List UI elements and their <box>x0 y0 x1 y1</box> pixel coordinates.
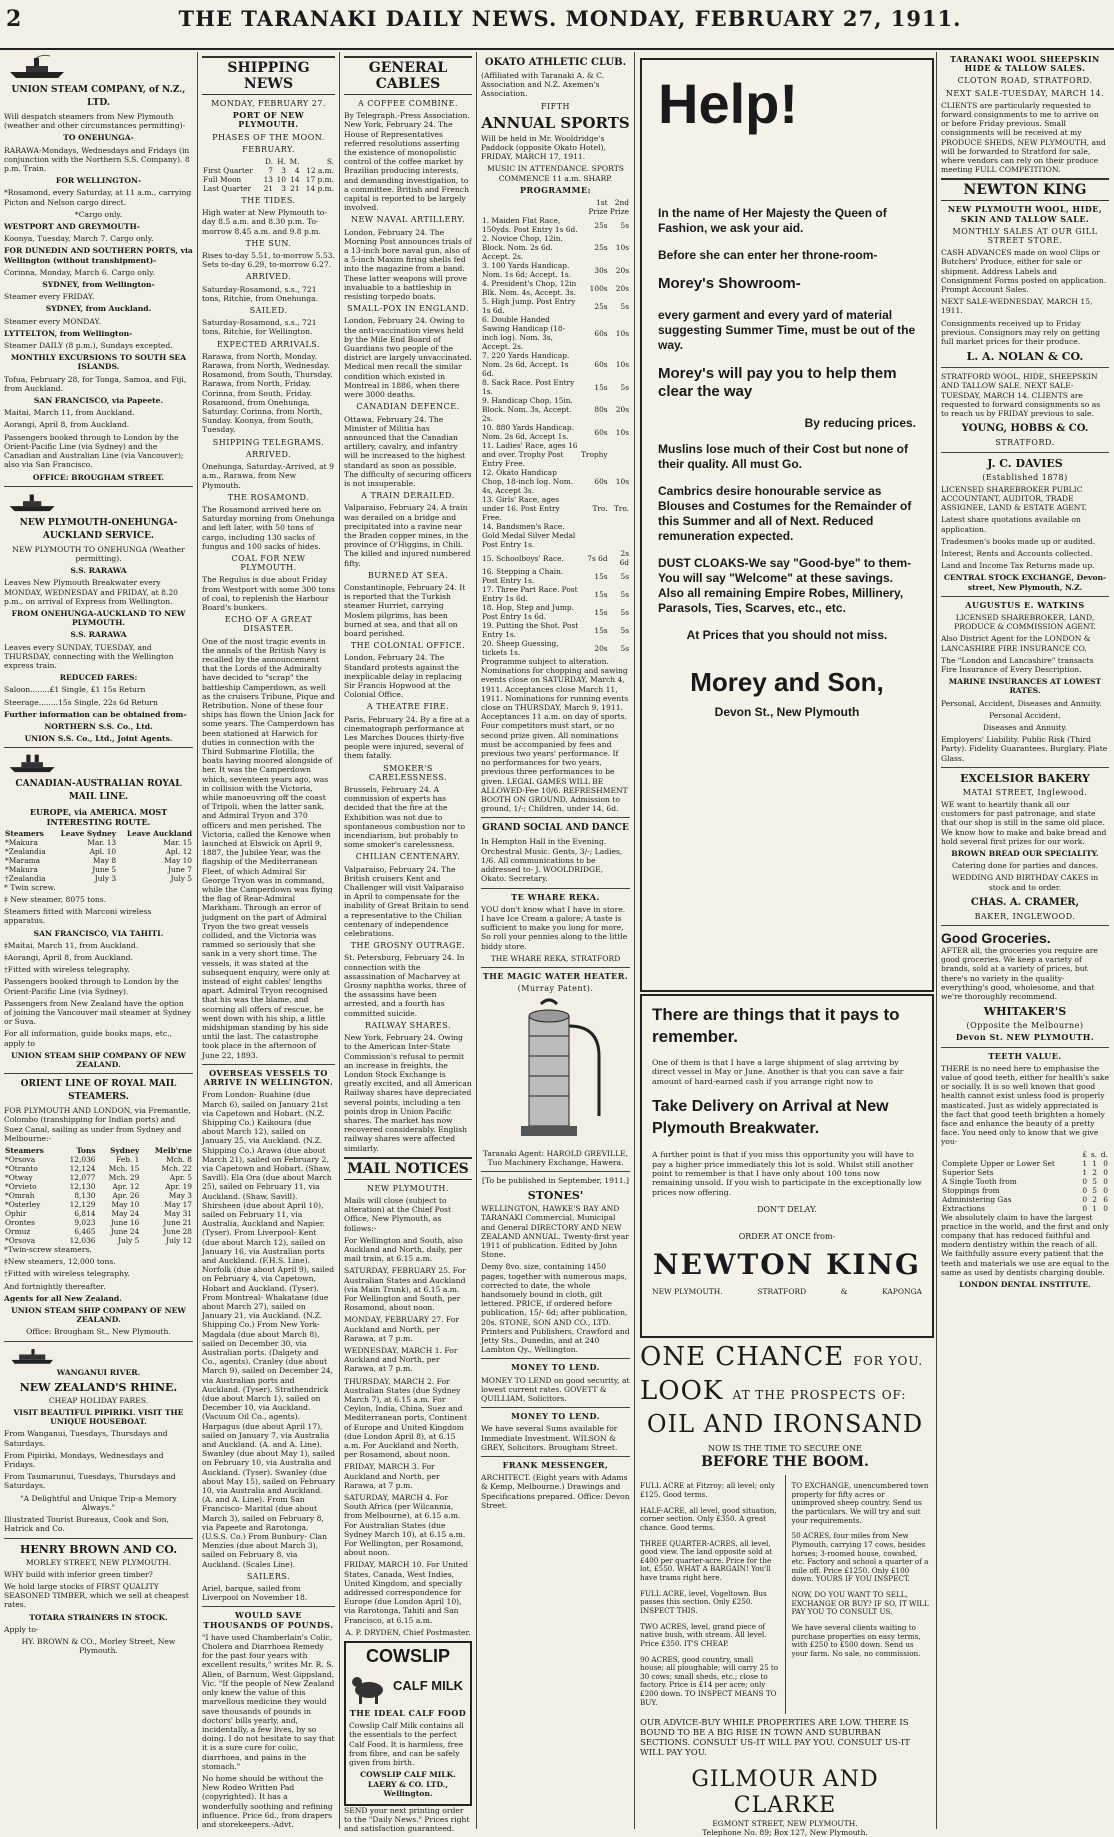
cowslip-sub: CALF MILK <box>393 1678 464 1694</box>
newton-king-name: NEWTON KING <box>653 1248 921 1282</box>
newton-king-places: NEW PLYMOUTH. STRATFORD & KAPONGA <box>652 1287 922 1297</box>
cowslip-text: Cowslip Calf Milk contains all the essentials to the perfect Calf Food. It is harmless, free from fibre, and can be safely given from birth. <box>349 1721 464 1768</box>
nolan-text: STRATFORD WOOL, HIDE, SHEEPSKIN AND TALLOW SALE. NEXT SALE-TUESDAY, MARCH 14. CLIENTS are requested to forward consignments so as to reach us by FRIDAY previous to sale. <box>941 372 1101 419</box>
help-line: At Prices that you should not miss. <box>686 628 888 642</box>
morey-showroom: Morey's Showroom- <box>658 275 801 292</box>
watkins-line: Diseases and Annuity. <box>982 722 1068 732</box>
good-groceries-heading: Good Groceries. <box>941 930 1051 947</box>
mail-item: For Wellington and South, also Auckland and North, daily, per mail train, at 6.15 a.m. <box>344 1235 463 1264</box>
rosamond-heading: THE ROSAMOND. <box>227 492 310 502</box>
whare-reka-text: YOU don't know what I have in store. I have Ice Cream a galore; A taste is sufficient to make you long for more, So roll your pennies along to the little biddy store. <box>481 904 628 951</box>
sailers-heading: SAILERS. <box>246 1571 291 1581</box>
remedy-ad-text: "I have used Chamberlain's Colic, Cholera and Diarrhoea Remedy for the past four years with excellent results," writes Mr. R. S. Allen, of Barnum, West Gippsland, Vic. "If the people of New Zealand only knew the value of this marvellous medicine they would save thousands of pounds in doctors' bills yearly, and, incidentally, a few lives, by so doing. I do not hesitate to say that it is a sure cure for colic, diarrhoea, and pains in the stomach." <box>202 1632 335 1771</box>
canadian-sailings-table: Steamers Leave Sydney Leave Auckland *Makura Mar. 13 Mar. 15 *Zealandia Apl. 10 Apl. 12 *Marama May 8 May 10 *Makura June 5 June 7 †Zealandia July 3 July 5 <box>5 828 192 883</box>
general-cables-heading: GENERAL CABLES <box>344 56 472 95</box>
sports-intro: Will be held in Mr. Wooldridge's Paddock (opposite Okato Hotel), FRIDAY, MARCH 17, 1911. <box>481 133 606 162</box>
cable-item: THE GROSNY OUTRAGE. St. Petersburg, February 24. In connection with the assassination of Macharvey at Grosny naphtha works, three of the assassins have been arrested, and a fourth has committed suicide. <box>344 941 467 1018</box>
young-hobbs-sub: STRATFORD. <box>995 438 1055 448</box>
programme-heading: PROGRAMME: <box>519 184 592 195</box>
davies-service: Land and Income Tax Returns made up. <box>941 561 1095 571</box>
mail-item: THURSDAY, MARCH 2. For Australian States (due Sydney March 7), at 6.15 a.m. For Ceylon, India, China, Suez and Mediterranean ports, Continent of Europe and United Kingdom (due London April 8), at 6.15 a.m. For Auckland and North, per Rosamond, about noon. <box>344 1376 468 1460</box>
newton-king-text: CASH ADVANCES made on wool Clips or Butchers' Produce, either for sale or shipment. Address Labels and Consignment Forms posted on application. Prompt Account Sales. <box>941 248 1107 295</box>
nolan-heading: L. A. NOLAN & CO. <box>966 350 1084 364</box>
cable-item: A COFFEE COMBINE. By Telegraph.-Press Association. New York, February 24. The House of Representatives referred resolutions asserting the existence of monopolistic control of the coffee market by Brazilian producing interests, and demanding investigation, to a committee. British and French capital is reported to be largely involved. <box>344 99 470 213</box>
column-sports-ads <box>481 52 630 1831</box>
overseas-text: From London- Ruahine (due March 6), sailed on January 21st via Capetown and Hobart. (N.Z. Shipping Co.) Kaikoura (due about March 12), sailed on January 25, via Auckland. (N.Z. Shipping Co.) Arawa (due about March 21), sailed on February 2, via Capetown and Hobart. (Shaw, Savill). Ela Ora (due about March 25), sailed on February 11, via Auckland. (Shaw, Savill). Shirsheen (due about April 10), sailed on February 11, via Australia, Auckland and Napier. (Tyser). From Liverpool- Kent (due about March 12), sailed on January 16, via Australian ports and Auckland. (F.H.S. Line). Norfolk (due about April 9), sailed on February 4, via Capetown, Hobart and Auckland. (Tyser). From Montreal- Whakatane (due about March 27), sailed on January 21, via Auckland. (N.Z. Shipping Co.) From New York- Magdala (due about March 8), sailed on December 30, via Australian ports. (Dalgety and Co., agents). Cranley (due about March 9), sailed on December 24, via Australian ports and Auckland. (Tyser). Strathendrick (due about March 1), sailed on December 10, via Auckland. (Vacuum Oil Co., agents). Harpagus (due about April 17), sailed on January 7, via Australia and Auckland. (A. and A. Line). Swanley (due about May 1), sailed on February 10, via Australia and Auckland. (Tyser). Swanley (due about May 15), sailed on February 10, via Australia and Auckland. (A. and A. Line). From San Francisco- Marital (due about March 3), sailed on February 8, via Papeete and Rarotonga. (U.S.S. Co.) From Bunbury- Clan Menzies (due about March 3), sailed on February 8, via Auckland. (Scales Line). <box>202 1090 335 1569</box>
column-rule <box>339 52 340 1829</box>
good-groceries-text: AFTER all, the groceries you require are good groceries. We keep a variety of brands, sold at a variety of prices, but there's no variety in the quality-everything's good, wholesome, and that we're thoroughly recommend. <box>941 946 1098 1002</box>
mail-intro: Mails will close (subject to alteration) at the Chief Post Office, New Plymouth, as follows:- <box>344 1195 451 1233</box>
column-rule <box>634 52 635 1829</box>
union-steam-body: Will despatch steamers from New Plymouth (weather and other circumstances permitting)- TO ONEHUNGA- RARAWA-Mondays, Wednesdays and Fridays (in conjunction with the Northern S.S. Company). 8 p.m. Train. FOR WELLINGTON- *Rosamond, every Saturday, at 11 a.m., carrying Picton and Nelson cargo direct. *Cargo only. WESTPORT AND GREYMOUTH- Koonya, Tuesday, March 7. Cargo only. FOR DUNEDIN AND SOUTHERN PORTS, via Wellington (without transhipment)- Corinna, Monday, March 6. Cargo only. SYDNEY, from Wellington- Steamer every FRIDAY. SYDNEY, from Auckland. Steamer every MONDAY. LYTTELTON, from Wellington- Steamer DAILY (8 p.m.), Sundays excepted. MONTHLY EXCURSIONS TO SOUTH SEA ISLANDS. Tofua, February 28, for Tonga, Samoa, and Fiji, from Auckland. SAN FRANCISCO, via Papeete. Maitai, March 11, from Auckland. Aorangi, April 8, from Auckland. Passengers booked through to London by the Orient-Pacific Line (via Sydney) and the Canadian and Australian Line (via Vancouver); also via San Francisco. OFFICE: BROUGHAM STREET. <box>4 112 193 482</box>
echo-heading: ECHO OF A GREAT DISASTER. <box>224 615 313 634</box>
mail-item: FRIDAY, MARCH 3. For Auckland and North, per Rarawa, at 7 p.m. <box>344 1462 440 1490</box>
arrived-text: Saturday-Rosamond, s.s., 721 tons, Ritchie, from Onehunga. <box>202 284 319 303</box>
social-heading: GRAND SOCIAL AND DANCE <box>482 823 629 834</box>
column-shipping-ads <box>4 52 193 1831</box>
sun-heading: THE SUN. <box>245 238 292 248</box>
cable-item: THE COLONIAL OFFICE. London, February 24. The Standard protests against the inexplicable delay in replacing Sir Francis Hopwood at the Colonial Office. <box>344 641 466 700</box>
listing-left: FULL ACRE at Fitzroy; all level; only £125. Good terms. HALF-ACRE, all level, good situation, corner section. Only £350. A great chance. Good terms. THREE QUARTER-ACRES, all level, good view. The land opposite sold at £400 per quarter-acre. Price for the lot, £550. WHAT A BARGAIN! You'll have trams right here. FULL ACRE, level, Vogeltown. Bus passes this section. Only £250. INSPECT THIS. TWO ACRES, level, grand piece of native bush, with stream. All level. Price £350. IT'S CHEAP. 90 ACRES, good country, small house; all ploughable; will carry 25 to 30 cows; small sheds, etc.; close to factory. Price is £14 per acre; only £200 down. TO INSPECT MEANS TO BUY. <box>640 1481 779 1707</box>
money-lend-text: MONEY TO LEND on good security, at lowest current rates. GOVETT & QUILLIAM, Solicitors. <box>481 1375 630 1403</box>
sun-text: Rises to-day 5.51, to-morrow 5.53. Sets to-day 6.29, to-morrow 6.27. <box>202 251 335 270</box>
things-heading: There are things that it pays to remember. <box>652 1005 900 1046</box>
help-lead: In the name of Her Majesty the Queen of Fashion, we ask your aid. <box>658 206 887 235</box>
whare-reka-title: TE WHARE REKA. <box>511 891 600 902</box>
bakery-text: WE want to heartily thank all our customers for past patronage, and state that our shop is still in the same old place. We know how to make and bake bread and hold several first prizes for our work. <box>941 799 1107 846</box>
help-line: DUST CLOAKS-We say "Good-bye" to them-You will say "Welcome" at these savings. Also all remaining Empire Robes, Millinery, Parasols, Ties, Scarves, etc., etc. <box>658 556 912 615</box>
teeth-value-text: THERE is no need here to emphasise the value of good teeth, either for health's sake or socially. It is so well known that good health cannot exist unless food is properly masticated. Just as widely appreciated is the fact that good teeth brighten a homely face and enhance the beauty of a pretty face. You need only to know that we give you- <box>941 1063 1109 1147</box>
help-line: Muslins lose much of their Cost but none of their quality. All must Go. <box>658 442 909 471</box>
wanganui-body: CHEAP HOLIDAY FARES. VISIT BEAUTIFUL PIPIRIKI. VISIT THE UNIQUE HOUSEBOAT. From Wanganui, Tuesdays, Thursdays and Saturdays. From Pipiriki, Mondays, Wednesdays and Fridays. From Taumarunui, Tuesdays, Thursdays and Saturdays. "A Delightful and Unique Trip-a Memory Always." Illustrated Tourist Bureaux, Cook and Son, Hatrick and Co. <box>4 1395 184 1534</box>
overseas-heading: OVERSEAS VESSELS TO ARRIVE IN WELLINGTON. <box>203 1067 334 1088</box>
cable-item: A TRAIN DERAILED. Valparaiso, February 24. A train was derailed on a bridge and precipitated into a ravine near the Braden copper mines, in the province of O'Higgins, in Chili. The killed and injured numbered fifty. <box>344 491 471 568</box>
whitakers-sub: (Opposite the Melbourne) <box>966 1021 1084 1031</box>
orient-line-title: ORIENT LINE OF ROYAL MAIL STEAMERS. <box>20 1079 177 1103</box>
morey-help-ad <box>640 58 934 992</box>
stones-text: WELLINGTON, HAWKE'S BAY AND TARANAKI Commercial, Municipal and General DIRECTORY AND NEW ZEALAND ANNUAL. Twenty-first year 1911 of publication. Edited by John Stone. <box>481 1204 629 1260</box>
help-line: Cambrics desire honourable service as Blouses and Costumes for the Remainder of this Summer and all of Next. Reduced remuneration expected. <box>658 484 912 543</box>
money-lend-heading-2: MONEY TO LEND. <box>511 1411 600 1422</box>
newton-king-slag-ad <box>640 994 934 1338</box>
telegrams-text: Onehunga, Saturday.-Arrived, at 9 a.m., Rarawa, from New Plymouth. <box>202 462 334 490</box>
orient-sailings-table: Steamers Tons Sydney Melb'rne *Orsova 12,036 Feb. 1 Mch. 8 *Otranto 12,124 Mch. 15 Mch. 22 *Otway 12,077 Mch. 29 Apr. 5 *Orvieto 12,130 Apr. 12 Apr. 19 *Omrah 8,130 Apr. 26 May 3 *Osterley 12,129 May 10 May 17 Ophir 6,814 May 24 May 31 Orontes 9,023 June 16 June 21 Ormuz 6,465 June 24 June 28 *Orsova 12,036 July 5 July 12 <box>5 1146 192 1246</box>
remedy-ad-heading: WOULD SAVE THOUSANDS OF POUNDS. <box>203 1610 334 1630</box>
newton-king-next: NEXT SALE-WEDNESDAY, MARCH 15, 1911. <box>941 297 1093 316</box>
bakery-heading: EXCELSIOR BAKERY <box>960 771 1090 785</box>
things-text: One of them is that I have a large shipment of slag arriving by direct vessel in May or June. Another is that you can save a fair amount of hard-earned cash if you arrange right now to <box>652 1058 904 1086</box>
orient-line-body: *Twin-screw steamers. ‡New steamers, 12,000 tons. †Fitted with wireless telegraphy. And fortnightly thereafter. Agents for all New Zealand. UNION STEAM SHIP COMPANY OF NEW ZEALAND. Office: Brougham St., New Plymouth. <box>4 1245 186 1337</box>
canadian-line-body: * Twin screw. ‡ New steamer, 8075 tons. Steamers fitted with Marconi wireless apparatus. SAN FRANCISCO, VIA TAHITI. ‡Maitai, March 11, from Auckland. ‡Aorangi, April 8, from Auckland. †Fitted with wireless telegraphy. Passengers booked through to London by the Orient-Pacific Line (via Sydney). Passengers from New Zealand have the option of joining the Vancouver mail steamer at Sydney or Suva. For all information, guide books maps, etc., apply to UNION STEAM SHIP COMPANY OF NEW ZEALAND. <box>4 882 191 1070</box>
wanganui-river-title: WANGANUI RIVER. <box>56 1367 141 1377</box>
wool-next-sale: NEXT SALE-TUESDAY, MARCH 14. <box>945 88 1105 98</box>
dental-institute: LONDON DENTAL INSTITUTE. <box>959 1280 1091 1290</box>
onehunga-service-body: NEW PLYMOUTH TO ONEHUNGA (Weather permitting). S.S. RARAWA Leaves New Plymouth Breakwater every MONDAY, WEDNESDAY and FRIDAY, at 8.20 p.m., on arrival of Express from Wellington. FROM ONEHUNGA-AUCKLAND TO NEW PLYMOUTH. S.S. RARAWA Leaves every SUNDAY, TUESDAY, and THURSDAY, connecting with the Wellington express train. REDUCED FARES: Saloon........£1 Single, £1 15s Return Steerage........15s Single, 22s 6d Return Further information can be obtained from- NORTHERN S.S. Co., Ltd. UNION S.S. Co., Ltd., Joint Agents. <box>4 544 187 744</box>
moon-month: FEBRUARY. <box>242 144 295 154</box>
teeth-value-heading: TEETH VALUE. <box>988 1050 1062 1061</box>
column-general-cables <box>344 52 472 1834</box>
dental-prices-table: £ s. d. Complete Upper or Lower Set 1 1 0 Superior Sets 1 2 0 A Single Tooth from 0 5 0 Stoppings from 0 5 0 Administering Gas 0 2 6 Extractions 0 1 0 <box>942 1149 1108 1213</box>
mail-item: MONDAY, FEBRUARY 27. For Auckland and North, per Rarawa, at 7 p.m. <box>344 1315 459 1343</box>
one-chance-line: ONE CHANCE FOR YOU. <box>640 1342 924 1372</box>
tides-text: High water at New Plymouth to-day 8.5 a.m. and 8.30 p.m. To-morrow 8.45 a.m. and 9.8 p.m. <box>202 208 327 236</box>
water-heater-agent: Taranaki Agent: HAROLD GREVILLE, Tuo Machinery Exchange, Hawera. <box>482 1148 629 1167</box>
telegrams-heading: SHIPPING TELEGRAMS. <box>212 437 325 447</box>
canadian-line-sub: EUROPE, via AMERICA. MOST INTERESTING ROUTE. <box>29 807 168 827</box>
mail-signature: A. P. DRYDEN, Chief Postmaster. <box>345 1627 471 1637</box>
bakery-sub: MATAI STREET, Inglewood. <box>962 787 1088 797</box>
arrived-heading: ARRIVED. <box>245 272 292 282</box>
gilmour-clarke-name: GILMOUR AND CLARKE <box>691 1766 879 1818</box>
wool-sales-text: CLIENTS are particularly requested to forward consignments to me to arrive on or before Friday previous. Small consignments will be received at my PRODUCE SHEDS, NEW PLYMOUTH, and will be forwarded to Stratford for sale, where vendors can rely on their produce meeting FULL COMPETITION. <box>941 100 1106 175</box>
water-heater-title: THE MAGIC WATER HEATER. <box>482 970 629 981</box>
union-steam-title: UNION STEAM COMPANY, of N.Z., LTD. <box>11 85 186 108</box>
mail-sub: NEW PLYMOUTH. <box>367 1183 449 1193</box>
social-text: In Hempton Hall in the Evening. Orchestral Music. Gents, 3/-; Ladies, 1/6. All communications to be addressed to- J. WOOLDRIDGE, Okato. Secretary. <box>481 837 623 884</box>
canadian-line-title: CANADIAN-AUSTRALIAN ROYAL MAIL LINE. <box>15 779 182 803</box>
mail-item: FRIDAY, MARCH 10. For United States, Canada, West Indies, United Kingdom, and specially addressed correspondence for Europe (due London April 10), via Rarotonga, Tahiti and San Francisco, at 6.15 a.m. <box>344 1560 469 1625</box>
morey-and-son: Morey and Son, <box>690 667 884 697</box>
steamship-icon <box>8 491 58 513</box>
cable-item: A THEATRE FIRE. Paris, February 24. By a fire at a cinematograph performance at Les Marches Douces thirty-five people were injured, several of them fatally. <box>344 702 470 761</box>
delivery-heading: Take Delivery on Arrival at New Plymouth Breakwater. <box>652 1098 889 1138</box>
cable-item: NEW NAVAL ARTILLERY. London, February 24. The Morning Post announces trials of a 13-inch bore naval gun, also of a 5-inch Maxim firing shells fed into the magazine from a band. These latter weapons will prove invaluable to a battleship in resisting torpedo boats. <box>344 215 472 302</box>
onehunga-service-title: NEW PLYMOUTH-ONEHUNGA-AUCKLAND SERVICE. <box>19 517 178 541</box>
page-number: 2 <box>6 6 22 32</box>
delivery-text: A further point is that if you miss this opportunity you will have to pay a higher price immediately this lot is sold. Whilst still another point to remember is that I have only about 100 tons now remaining unsold. If you wish to participate in the exceptionally low prices now offering. <box>652 1150 922 1197</box>
watkins-line: Personal, Accident, Diseases and Annuity. <box>941 698 1102 708</box>
sailed-text: Saturday-Rosamond, s.s., 721 tons, Ritchie, for Wellington. <box>202 318 317 337</box>
davies-service: Interest, Rents and Accounts collected. <box>941 548 1093 558</box>
davies-service: Latest share quotations available on application. <box>941 515 1081 534</box>
davies-service: Tradesmen's books made up or audited. <box>941 536 1096 546</box>
bakery-catering: Catering done for parties and dances. <box>951 861 1099 871</box>
cable-item: CANADIAN DEFENCE. Ottawa, February 24. The Minister of Militia has announced that the Canadian artillery, cavalry, and infantry will be increased to the highest standard as soon as possible. The difficulty of securing officers is not insuperable. <box>344 402 472 488</box>
programme-table: 1st 2nd Prize Prize 1. Maiden Flat Race, 150yds. Post Entry 1s 6d. 25s 5s 2. Novice Chop, 12in. Block. Nom. 2s 6d. Accept. 2s. 25s 10s 3. 100 Yards Handicap. Nom. 1s 6d; Accept. 1s. 30s 20s 4. President's Chop, 12in Blk. Nom. 4s, Accept. 3s. 100s 20s 5. High Jump. Post Entry 1s 6d. 25s 5s 6. Double Handed Sawing Handicap (18-inch log). Nom. 3s, Accept. 2s. 60s 10s 7. 220 Yards Handicap. Nom. 2s 6d, Accept. 1s 6d. 60s 10s 8. Sack Race. Post Entry 1s. 15s 5s 9. Handicap Chop, 15in. Block. Nom. 3s, Accept. 2s. 80s 20s 10. 880 Yards Handicap. Nom. 2s 6d, Accept 1s. 60s 10s 11. Ladies' Race, ages 16 and over. Trophy Post Entry Free. Trophy 12. Okato Handicap Chop, 18-inch log. Nom. 4s, Accept 3s. 60s 10s 13. Girls' Race, ages under 16. Post Entry Free. Tro. Tro. 14. Bandsmen's Race. Gold Medal Silver Medal Post Entry 1s. 15. Schoolboys' Race. 7s 6d 2s 6d 16. Stepping a Chain. Post Entry 1s. 15s 5s 17. Three Part Race. Post Entry 1s 6d. 15s 5s 18. Hop, Step and Jump. Post Entry 1s 6d. 15s 5s 19. Putting the Shot. Post Entry 1s. 15s 5s 20. Sheep Guessing, tickets 1s. 20s 5s <box>482 198 629 658</box>
listing-right: TO EXCHANGE, unencumbered town property for fifty acres or unimproved sheep country. Send us the particulars. We will try and suit your requirements. 50 ACRES, four miles from New Plymouth, carrying 17 cows, besides horses; 3-roomed house, cowshed, etc. Factory and school a quarter of a mile off. Price £1250. Only £100 down. YOURS IF YOU INSPECT. NOW, DO YOU WANT TO SELL, EXCHANGE OR BUY? IF SO, IT WILL PAY YOU TO CONSULT US. We have several clients waiting to purchase properties on easy terms, with £250 to £500 down. Send us your farm. No sale, no commission. <box>791 1481 929 1658</box>
help-line: every garment and every yard of material suggesting Summer Time, must be out of the way. <box>658 308 916 352</box>
watkins-line: Also District Agent for the LONDON & LANCASHIRE FIRE INSURANCE CO. <box>941 634 1091 653</box>
gilmour-clarke-address: EGMONT STREET, NEW PLYMOUTH. <box>712 1818 858 1828</box>
gilmour-clarke-ad <box>640 1342 930 1837</box>
watkins-text: LICENSED SHAREBROKER, LAND, PRODUCE & COMMISSION AGENT. <box>954 612 1096 632</box>
orient-line-sub: FOR PLYMOUTH AND LONDON, via Fremantle, Colombo (transhipping for Indian ports) and Suez Canal, sailing as under from Sydney and Melbourne:- <box>4 1106 191 1143</box>
davies-foot: CENTRAL STOCK EXCHANGE, Devon-street, New Plymouth, N.Z. <box>943 573 1107 592</box>
fifth-label: FIFTH <box>540 101 571 111</box>
calf-icon <box>349 1666 389 1706</box>
money-lend-heading: MONEY TO LEND. <box>511 1362 600 1373</box>
newton-king-heading: NEWTON KING <box>941 178 1109 201</box>
architect-heading: FRANK MESSENGER, <box>502 1460 609 1471</box>
mail-item: SATURDAY, FEBRUARY 25. For Australian States and Auckland (via Main Trunk), at 6.15 a.m. For Wellington and South, per Rosamond, about noon. <box>344 1266 466 1313</box>
help-line: Morey's will pay you to help them clear the way <box>658 365 897 400</box>
before-the-boom: BEFORE THE BOOM. <box>701 1454 869 1470</box>
oil-ironsand: OIL AND IRONSAND <box>646 1410 924 1438</box>
watkins-line: MARINE INSURANCES AT LOWEST RATES. <box>948 677 1102 696</box>
cowslip-foot: COWSLIP CALF MILK. LAERY & CO. LTD., Wellington. <box>360 1770 456 1798</box>
money-lend-text-2: We have several Sums available for Immediate Investment. WILSON & GREY, Solicitors. Brougham Street. <box>481 1424 618 1452</box>
okato-club-sub: (Affiliated with Taranaki A. & C. Association and N.Z. Axemen's Association. <box>481 71 605 99</box>
help-headline: Help! <box>658 72 798 135</box>
now-is-the-time: NOW IS THE TIME TO SECURE ONE <box>708 1444 862 1453</box>
watkins-line: The "London and Lancashire" transacts Fire Insurance of Every Description. <box>941 655 1094 674</box>
telegrams-arrived: ARRIVED. <box>245 449 292 459</box>
wool-sales-address: CLOTON ROAD, STRATFORD. <box>957 76 1093 86</box>
whare-reka-sign: THE WHARE REKA, STRATFORD <box>490 953 621 963</box>
order-at-once: ORDER AT ONCE from- <box>738 1232 836 1242</box>
stones-title: STONES' <box>527 1189 584 1203</box>
okato-club-title: OKATO ATHLETIC CLUB. <box>484 57 627 68</box>
directory-note: [To be published in September, 1911.] <box>482 1175 629 1185</box>
cowslip-brand: COWSLIP <box>366 1646 450 1667</box>
column-shipping-news <box>202 52 335 1831</box>
column-rule <box>476 52 477 1829</box>
printing-note: SEND your next printing order to the "Daily News." Prices right and satisfaction guaranteed. <box>344 1805 470 1834</box>
tides-heading: THE TIDES. <box>241 196 296 206</box>
mail-item: WEDNESDAY, MARCH 1. For Auckland and North, per Rarawa, at 7 p.m. <box>344 1345 458 1374</box>
programme-notes: Programme subject to alteration. Nominations for chopping and sawing events close on SATURDAY, March 4, 1911. Acceptances close March 11, 1911. Nominations for running events close on THURSDAY, March 9, 1911. Acceptances 11 a.m. on day of sports. Four competitors must start, or no second prize given. All nominations must be accompanied by fees and previous two years' performance. If no performances for two years, previous three performances to be given. LEGAL GAMES WILL BE ALLOWED-Fee 10/6. REFRESHMENT BOOTH ON GROUND. Admission to ground, 1/-; Children, under 14, 6d. <box>481 657 629 814</box>
bakery-cakes: WEDDING AND BIRTHDAY CAKES in stock and to order. <box>951 873 1099 892</box>
shipping-news-heading: SHIPPING NEWS <box>202 56 335 95</box>
bakery-brown-bread: BROWN BREAD OUR SPECIALITY. <box>951 849 1099 858</box>
teeth-value-foot: We absolutely claim to have the largest practice in the world, and the first and only company that has reduced faithful and modern dentistry within the reach of all. We faithfully assure every patient that the teeth and materials we use are equal to the same as used by dentists charging double. <box>941 1212 1109 1277</box>
steamship-icon <box>8 54 68 80</box>
annual-sports-title: ANNUAL SPORTS <box>481 113 630 132</box>
young-hobbs-heading: YOUNG, HOBBS & CO. <box>961 423 1089 435</box>
henry-brown-body: MORLEY STREET, NEW PLYMOUTH. WHY build with inferior green timber? We hold large stocks of FIRST QUALITY SEASONED TIMBER, which we sell at cheapest rates. TOTARA STRAINERS IN STOCK. Apply to- HY. BROWN & CO., Morley Street, New Plymouth. <box>4 1557 189 1656</box>
wanganui-rhine-head: NEW ZEALAND'S RHINE. <box>19 1380 178 1394</box>
cable-item: SMALL-POX IN ENGLAND. London, February 24. Owing to the anti-vaccination views held by the Mile End Board of Guardians two people of the district are largely unvaccinated. Medical men recall the similar condition which existed in Montreal in 1886, when there were 3000 deaths. <box>344 304 472 400</box>
steamship-icon <box>8 752 58 774</box>
help-line: By reducing prices. <box>804 416 916 430</box>
column-rule <box>197 52 198 1829</box>
newton-king-more: Consignments received up to Friday previous. Consignors may rely on getting full market prices for their produce. <box>941 318 1100 347</box>
moon-phases-table: D. H. M. S. First Quarter 7 3 4 12 a.m. Full Moon 13 10 14 17 p.m. Last Quarter 21 3 21 14 p.m. <box>203 157 334 194</box>
morey-address: Devon St., New Plymouth <box>714 705 860 719</box>
dont-delay: DON'T DELAY. <box>757 1205 817 1215</box>
riverboat-icon <box>8 1346 58 1366</box>
watkins-heading: AUGUSTUS E. WATKINS <box>965 599 1085 610</box>
watkins-line: Personal Accident. <box>989 710 1061 720</box>
cable-item: CHILIAN CENTENARY. Valparaiso, February 24. The British cruisers Kent and Challenger will visit Valparaiso in April to compensate for the inability of Great Britain to send a representative to the Chilian centenary of independence celebrations. <box>344 852 469 939</box>
gilmour-clarke-telephone: Telephone No. 89; Box 127, New Plymouth. <box>702 1827 868 1837</box>
rosamond-text: The Rosamond arrived here on Saturday morning from Onehunga and left later, with 50 tons of cargo, including 130 sacks of fungus and 100 sacks of hides. <box>202 504 335 551</box>
remedy-ad-foot: No home should be without the New Rodeo Written Pad (copyrighted). It has a wonderfully soothing and refining influence. Price 6d., from drapers and storekeepers.-Advt. <box>202 1773 333 1829</box>
cable-item: SMOKER'S CARELESSNESS. Brussels, February 24. A commission of experts has decided that the fire at the Exhibition was not due to spontaneous combustion nor to incendiarism, but probably to some smoker's carelessness. <box>344 763 466 850</box>
henry-brown-title: HENRY BROWN AND CO. <box>19 1542 178 1556</box>
our-advice: OUR ADVICE-BUY WHILE PROPERTIES ARE LOW. THERE IS BOUND TO BE A BIG RISE IN TOWN AND SUBURBAN SECTIONS. CONSULT US-IT WILL PAY YOU. CONSULT US-IT WILL PAY YOU. <box>640 1718 910 1759</box>
masthead <box>0 0 1114 50</box>
coal-text: The Regulus is due about Friday from Westport with some 300 tons of coal, to replenish the Harbour Board's bunkers. <box>202 575 335 612</box>
echo-text: One of the most tragic events in the annals of the British Navy is recalled by the announcement that the Lords of the Admiralty have decided to "scrap" the battleship Camperdown, as well as the cruisers Tribune, Pique and Retribution. None of these four ships has flown the Union Jack for some years. The Camperdown has been stationed at Harwich for duties in connection with the Third Submarine Flotilla, the boats having moored alongside of her. It was the Camperdown which, seventeen years ago, was in collision with the Victoria, while manoeuvring off the coast of Tripoli, when the latter sank, and Admiral Tryon and 370 officers and men perished. The Victoria, called the Kenowe when launched at Elswick on April 9, 1887, the Jubilee Year, was the flagship of the Mediterranean Fleet, of which Admiral Sir George Tryon was in command, while the Camperdown was flying the flag of Rear-Admiral Markham. Through an error of judgment on the part of Admiral Tryon the two great vessels collided, and the Victoria was rammed so seriously that she sank in a very short time. The vessels, it was stated at the subsequent enquiry, were only at instead of eight cables' lengths apart. Admiral Tryon recognised that his was the blame, and scorning all offers of rescue, he went down with his ship, a little midshipman standing by his side until the last. The catastrophe took place in the afternoon of June 22, 1893. <box>202 636 335 1060</box>
davies-text: LICENSED SHAREBROKER PUBLIC ACCOUNTANT, AUDITOR, TRADE ASSIGNEE, LAND & ESTATE AGENT. <box>941 484 1087 513</box>
newton-king-monthly: MONTHLY SALES AT OUR GILL STREET STORE. <box>952 226 1098 246</box>
cramer-heading: CHAS. A. CRAMER, <box>970 896 1080 908</box>
davies-heading: J. C. DAVIES <box>987 456 1063 470</box>
newspaper-title: THE TARANAKI DAILY NEWS. MONDAY, FEBRUARY 27, 1911. <box>178 6 962 31</box>
sports-music: MUSIC IN ATTENDANCE. SPORTS COMMENCE 11 a.m. SHARP. <box>487 164 624 183</box>
water-heater-sub: (Murray Patent). <box>517 984 594 994</box>
column-rule <box>936 52 937 1829</box>
stones-more: Demy 8vo. size, containing 1450 pages, together with numerous maps, corrected to date, the whole handsomely bound in cloth, gilt lettered. PRICE, if ordered before publication, 15/- 6d; after publication, 20s. STONE, SON AND CO., LTD. Printers and Publishers, Crawford and Jetty Sts., Dunedin, and at 240 Lambton Qy., Wellington. <box>481 1262 630 1355</box>
cowslip-tagline: THE IDEAL CALF FOOD <box>349 1708 467 1719</box>
moon-heading: PHASES OF THE MOON. <box>212 132 325 142</box>
sailed-heading: SAILED. <box>249 306 288 316</box>
cable-item: RAILWAY SHARES. New York, February 24. Owing to the American Inter-State Commission's refusal to permit an increase in freights, the London Stock Exchange is greatly excited, and all American Railway shares have depreciated several points, including a ten points drop in Union Pacific shares. The market has now recovered considerably. English railway shares were affected similarly. <box>344 1020 472 1153</box>
expected-text: Rarawa, from North, Monday. Rarawa, from North, Wednesday. Rosamond, from South, Thursday. Rarawa, from North, Friday. Corinna, from South, Friday. Rosamond, from Onehunga, Saturday. Corinna, from North, Sunday. Koonya, from South, Tuesday. <box>202 351 333 435</box>
port-heading: PORT OF NEW PLYMOUTH. <box>232 110 305 130</box>
expected-heading: EXPECTED ARRIVALS. <box>216 339 321 349</box>
sailers-text: Ariel, barque, sailed from Liverpool on November 18. <box>202 1584 308 1603</box>
column-business-ads <box>941 52 1109 1831</box>
cable-item: BURNED AT SEA. Constantinople, February 24. It is reported that the Turkish steamer Hurriet, carrying Moslem pilgrims, has been burned at sea, and that all on board perished. <box>344 570 466 638</box>
wool-sales-heading: TARANAKI WOOL SHEEPSKIN HIDE & TALLOW SALES. <box>950 54 1100 74</box>
whitakers-address: Devon St. NEW PLYMOUTH. <box>955 1032 1095 1043</box>
cramer-sub: BAKER, INGLEWOOD. <box>974 911 1076 921</box>
newton-king-sub: NEW PLYMOUTH WOOL, HIDE, SKIN AND TALLOW SALE. <box>947 204 1103 224</box>
shipping-date: MONDAY, FEBRUARY 27. <box>211 99 326 108</box>
coal-heading: COAL FOR NEW PLYMOUTH. <box>231 553 306 573</box>
mail-notices-heading: MAIL NOTICES <box>344 1157 472 1180</box>
water-heater-illustration <box>481 996 621 1146</box>
look-line: LOOK AT THE PROSPECTS OF: <box>640 1376 907 1406</box>
help-line: Before she can enter her throne-room- <box>658 248 878 262</box>
davies-sub: (Established 1878) <box>982 472 1068 482</box>
property-listings <box>640 1475 930 1714</box>
mail-item: SATURDAY, MARCH 4. For South Africa (per Wilcannia, from Melbourne), at 6.15 a.m. For Australian States (due Sydney March 10), at 6.15 a.m. For Wellington, per Rosamond, about noon. <box>344 1493 466 1558</box>
architect-text: ARCHITECT. (Eight years with Adams & Kemp, Melbourne.) Drawings and Specifications prepared. Office: Devon Street. <box>481 1473 630 1510</box>
cowslip-ad <box>344 1641 472 1806</box>
watkins-line: Employers' Liability. Public Risk (Third Party). Fidelity Guarantees. Burglary. Plate Glass. <box>941 735 1108 763</box>
whitakers-heading: WHITAKER'S <box>983 1005 1067 1019</box>
